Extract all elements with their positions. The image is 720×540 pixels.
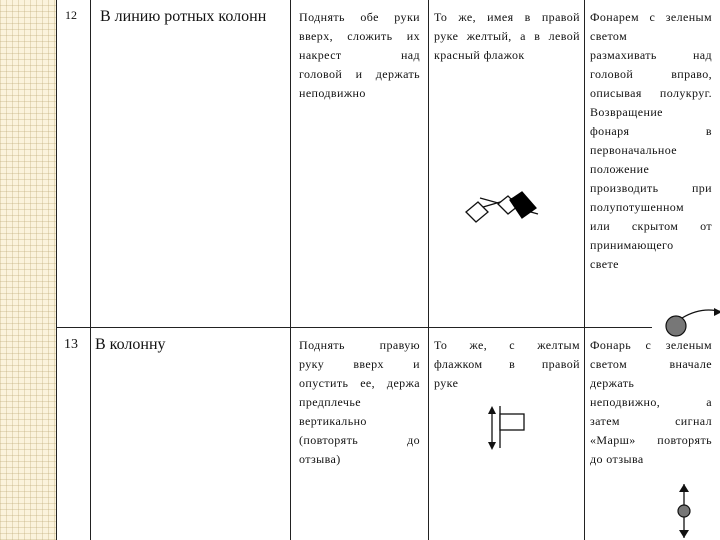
flag-signal-cell: [434, 8, 580, 65]
formation-cell: В колонну: [95, 336, 166, 353]
lantern-signal-cell: [590, 8, 712, 274]
text-line: То же, имея в правой: [434, 10, 580, 24]
text-line: неподвижно: [299, 86, 366, 100]
crossed-flags-icon: [462, 188, 542, 224]
text-line: размахивать над: [590, 48, 712, 62]
lantern-vertical-icon: [674, 482, 694, 540]
text-line: отзыва): [299, 452, 341, 466]
text-line: держать: [590, 376, 635, 390]
text-line: светом: [590, 29, 628, 43]
text-line: принимающего: [590, 238, 674, 252]
text-line: «Марш» повторять: [590, 433, 712, 447]
text-line: Поднять обе руки: [299, 10, 420, 24]
text-line: неподвижно, а: [590, 395, 712, 409]
column-divider: [584, 0, 585, 540]
text-line: производить при: [590, 181, 712, 195]
text-line: до отзыва: [590, 452, 644, 466]
text-line: накрест над: [299, 48, 420, 62]
text-line: головой вправо,: [590, 67, 712, 81]
text-line: вверх, сложить их: [299, 29, 420, 43]
row-divider: [56, 327, 720, 328]
flag-signal-cell: [434, 336, 580, 393]
column-divider: [428, 0, 429, 540]
lantern-arc-icon: [652, 304, 720, 348]
column-divider: [90, 0, 91, 540]
raised-flag-arrow-icon: [486, 404, 530, 450]
text-line: первоначальное: [590, 143, 678, 157]
formation-cell: В линию ротных колонн: [100, 8, 267, 25]
text-line: описывая полукруг.: [590, 86, 712, 100]
text-line: светом вначале: [590, 357, 712, 371]
text-line: или скрытом от: [590, 219, 712, 233]
text-line: руку вверх и: [299, 357, 420, 371]
row-number: 12: [65, 8, 77, 22]
text-line: Фонарь с зеленым: [590, 338, 712, 352]
table-border-left: [56, 0, 57, 540]
text-line: флажком в правой: [434, 357, 580, 371]
text-line: Возвращение: [590, 105, 663, 119]
text-line: Поднять правую: [299, 338, 420, 352]
text-line: (повторять до: [299, 433, 420, 447]
row-number: 13: [64, 337, 78, 352]
text-line: затем сигнал: [590, 414, 712, 428]
text-line: полупотушенном: [590, 200, 684, 214]
text-line: Фонарем с зеленым: [590, 10, 712, 24]
text-line: опустить ее, держа: [299, 376, 420, 390]
text-line: свете: [590, 257, 619, 271]
hand-signal-cell: [299, 8, 420, 103]
text-line: красный флажок: [434, 48, 525, 62]
text-line: вертикально: [299, 414, 367, 428]
text-line: фонаря в: [590, 124, 712, 138]
column-divider: [290, 0, 291, 540]
text-line: руке: [434, 376, 459, 390]
text-line: руке желтый, а в левой: [434, 29, 580, 43]
text-line: предплечье: [299, 395, 361, 409]
lantern-signal-cell: [590, 336, 712, 469]
text-line: То же, с желтым: [434, 338, 580, 352]
hand-signal-cell: [299, 336, 420, 469]
text-line: головой и держать: [299, 67, 420, 81]
binding-margin: [0, 0, 56, 540]
text-line: положение: [590, 162, 650, 176]
